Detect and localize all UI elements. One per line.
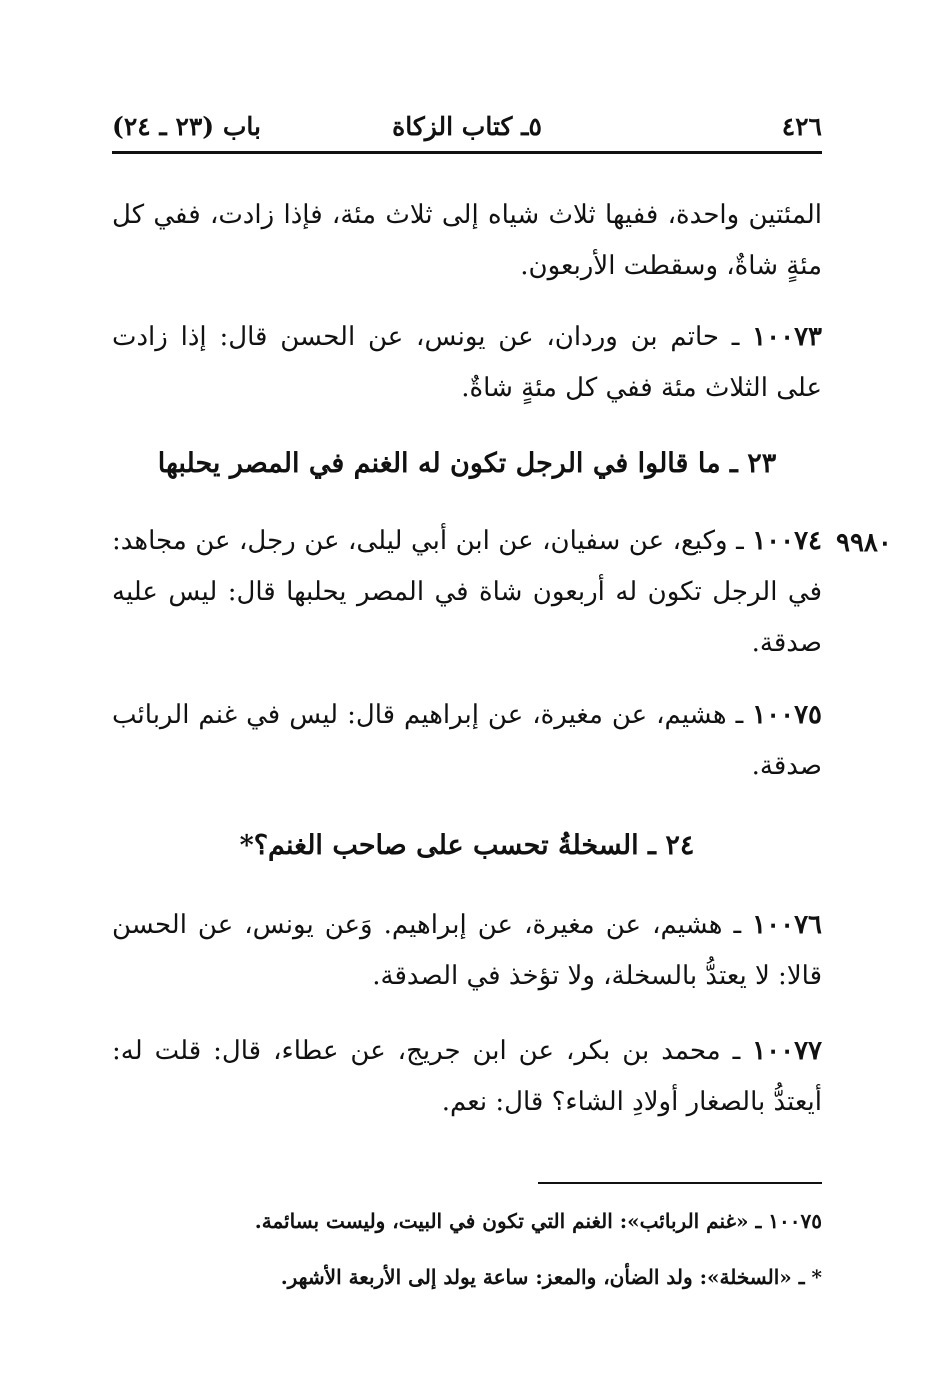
hadith-10077 bbox=[112, 1026, 822, 1128]
hadith-10075 bbox=[112, 690, 822, 792]
hadith-text: ـ وكيع، عن سفيان، عن ابن أبي ليلى، عن رجل، عن مجاهد: في الرجل تكون له أربعون شاة في المصر يحلبها قال: ليس عليه صدقة. bbox=[112, 526, 822, 658]
footnote-rule bbox=[538, 1182, 822, 1184]
chapter-range: باب (٢٣ ـ ٢٤) bbox=[112, 112, 261, 141]
footnote: * ـ «السخلة»: ولد الضأن، والمعز: ساعة يولد إلى الأربعة الأشهر. bbox=[280, 1265, 822, 1289]
hadith-number: ١٠٠٧٥ bbox=[752, 700, 822, 730]
hadith-10074 bbox=[112, 516, 822, 669]
hadith-number: ١٠٠٧٤ bbox=[752, 526, 823, 556]
running-header bbox=[112, 108, 822, 148]
page-number: ٤٢٦ bbox=[781, 112, 822, 141]
section-title-23: ٢٣ ـ ما قالوا في الرجل تكون له الغنم في المصر يحلبها bbox=[157, 448, 777, 479]
book-title: ٥ـ كتاب الزكاة bbox=[392, 112, 542, 141]
hadith-10076 bbox=[112, 900, 822, 1002]
footnote: ١٠٠٧٥ ـ «غنم الربائب»: الغنم التي تكون في البيت، وليست بسائمة. bbox=[254, 1209, 822, 1233]
hadith-number: ١٠٠٧٦ bbox=[752, 910, 822, 940]
header-rule bbox=[112, 151, 822, 154]
paragraph-continuation bbox=[112, 190, 822, 292]
paragraph-text: المئتين واحدة، ففيها ثلاث شياه إلى ثلاث مئة، فإذا زادت، ففي كل مئةٍ شاةٌ، وسقطت الأربعون. bbox=[112, 200, 822, 281]
hadith-text: ـ هشيم، عن مغيرة، عن إبراهيم قال: ليس في غنم الربائب صدقة. bbox=[112, 700, 822, 781]
hadith-text: ـ هشيم، عن مغيرة، عن إبراهيم. وَعن يونس، عن الحسن قالا: لا يعتدُّ بالسخلة، ولا تؤخذ في الصدقة. bbox=[112, 910, 822, 991]
hadith-number: ١٠٠٧٧ bbox=[752, 1036, 822, 1066]
marginal-number: ٩٩٨٠ bbox=[836, 528, 892, 558]
hadith-10073 bbox=[112, 312, 822, 414]
section-title-24: ٢٤ ـ السخلةُ تحسب على صاحب الغنم؟* bbox=[239, 830, 695, 861]
hadith-number: ١٠٠٧٣ bbox=[752, 322, 822, 352]
hadith-text: ـ حاتم بن وردان، عن يونس، عن الحسن قال: إذا زادت على الثلاث مئة ففي كل مئةٍ شاةٌ. bbox=[112, 322, 822, 403]
hadith-text: ـ محمد بن بكر، عن ابن جريج، عن عطاء، قال: قلت له: أيعتدُّ بالصغار أولادِ الشاء؟ قال: نعم. bbox=[112, 1036, 822, 1117]
